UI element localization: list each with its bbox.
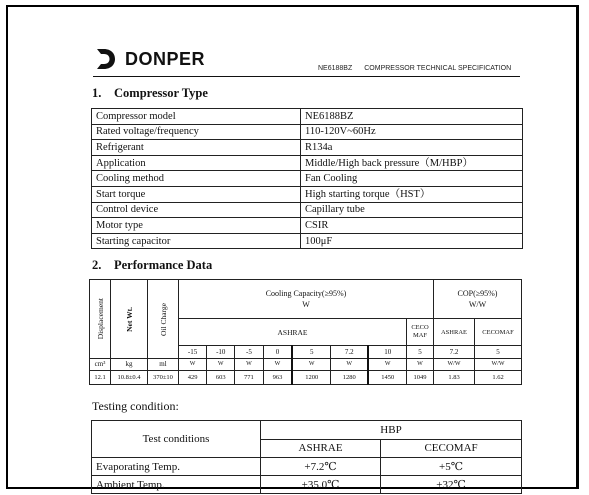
cop-cecomaf-header: CECOMAF (475, 319, 522, 346)
spec-key: Rated voltage/frequency (92, 124, 301, 140)
spec-key: Cooling method (92, 171, 301, 187)
testing-condition-heading: Testing condition: (92, 399, 179, 413)
perf-temp-cell: 5 (475, 346, 522, 359)
perf-temp-cell: 0 (263, 346, 292, 359)
spec-key: Refrigerant (92, 140, 301, 156)
spec-row (92, 218, 523, 234)
condition-value: +32℃ (381, 476, 522, 494)
spec-value: 110-120V~60Hz (301, 124, 523, 140)
perf-unit-cell: W/W (475, 359, 522, 371)
perf-value-cell: 10.8±0.4 (111, 371, 148, 385)
perf-value-cell: 429 (179, 371, 207, 385)
condition-value: +35.0℃ (261, 476, 381, 494)
perf-unit-cell: kg (111, 359, 148, 371)
perf-value-cell: 603 (207, 371, 235, 385)
spec-row (92, 124, 523, 140)
section-2-number: 2. (92, 258, 102, 272)
section-2-title: Performance Data (114, 258, 213, 272)
perf-temp-cell: -15 (179, 346, 207, 359)
performance-table (89, 279, 522, 385)
cop-ashrae-header: ASHRAE (434, 319, 475, 346)
doc-title: COMPRESSOR TECHNICAL SPECIFICATION (364, 65, 512, 72)
spec-key: Compressor model (92, 109, 301, 125)
perf-temp-cell: 10 (368, 346, 406, 359)
displacement-header: Displacement (90, 280, 111, 359)
perf-value-cell: 1280 (330, 371, 368, 385)
oil-charge-header: Oil Charge (148, 280, 179, 359)
perf-unit-cell: W/W (434, 359, 475, 371)
spec-value: Middle/High back pressure（M/HBP） (301, 155, 523, 171)
spec-value: Fan Cooling (301, 171, 523, 187)
spec-row (92, 140, 523, 156)
spec-key: Starting capacitor (92, 233, 301, 249)
perf-unit-cell: W (263, 359, 292, 371)
cond-header-row-1 (92, 421, 522, 440)
perf-unit-cell: W (179, 359, 207, 371)
header-divider (93, 76, 520, 77)
spec-key: Start torque (92, 186, 301, 202)
section-2-heading (92, 258, 212, 273)
perf-value-cell: 1.62 (475, 371, 522, 385)
condition-label: Ambient Temp. (92, 476, 261, 494)
perf-unit-cell: W (407, 359, 434, 371)
test-conditions-header: Test conditions (92, 421, 261, 458)
condition-row (92, 458, 522, 476)
perf-temp-cell: 7.2 (434, 346, 475, 359)
perf-unit-cell: W (292, 359, 330, 371)
section-1-heading (92, 86, 208, 101)
ashrae-column-header: ASHRAE (261, 439, 381, 458)
brand-logo (93, 47, 205, 71)
perf-value-cell: 771 (235, 371, 263, 385)
spec-row (92, 186, 523, 202)
condition-value: +7.2℃ (261, 458, 381, 476)
perf-unit-cell: ml (148, 359, 179, 371)
brand-name: DONPER (125, 48, 206, 69)
spec-value: 100μF (301, 233, 523, 249)
condition-value: +5℃ (381, 458, 522, 476)
condition-label: Evaporating Temp. (92, 458, 261, 476)
spec-value: Capillary tube (301, 202, 523, 218)
perf-temp-cell: 5 (407, 346, 434, 359)
perf-value-cell: 1200 (292, 371, 330, 385)
spec-key: Application (92, 155, 301, 171)
perf-value-cell: 963 (263, 371, 292, 385)
perf-unit-cell: W (235, 359, 263, 371)
perf-unit-cell: W (207, 359, 235, 371)
spec-row (92, 233, 523, 249)
spec-row (92, 109, 523, 125)
perf-temp-cell: -10 (207, 346, 235, 359)
spec-key: Motor type (92, 218, 301, 234)
perf-temp-cell: 7.2 (330, 346, 368, 359)
perf-value-cell: 12.1 (90, 371, 111, 385)
perf-values-row (90, 371, 522, 385)
spec-row (92, 202, 523, 218)
perf-unit-cell: W (368, 359, 406, 371)
cecomaf-cooling-header: CECO MAF (407, 319, 434, 346)
perf-value-cell: 1049 (407, 371, 434, 385)
perf-temp-cell: 5 (292, 346, 330, 359)
perf-unit-cell: cm³ (90, 359, 111, 371)
perf-value-cell: 1450 (368, 371, 406, 385)
perf-header-row-1 (90, 280, 522, 319)
hbp-header: HBP (261, 421, 522, 440)
net-weight-header: Net Wt. (111, 280, 148, 359)
testing-condition-table (91, 420, 522, 494)
cooling-capacity-header: Cooling Capacity(≥95%) W (179, 280, 434, 319)
spec-value: R134a (301, 140, 523, 156)
cecomaf-column-header: CECOMAF (381, 439, 522, 458)
spec-value: CSIR (301, 218, 523, 234)
spec-value: High starting torque（HST） (301, 186, 523, 202)
model-reference: NE6188BZ (318, 65, 353, 72)
perf-temp-cell: -5 (235, 346, 263, 359)
cop-header: COP(≥95%) W/W (434, 280, 522, 319)
section-1-title: Compressor Type (114, 86, 208, 100)
compressor-type-table (91, 108, 523, 249)
spec-row (92, 171, 523, 187)
condition-row (92, 476, 522, 494)
ashrae-cooling-header: ASHRAE (179, 319, 407, 346)
spec-row (92, 155, 523, 171)
perf-value-cell: 370±10 (148, 371, 179, 385)
spec-value: NE6188BZ (301, 109, 523, 125)
donper-logo-icon (93, 47, 117, 71)
perf-unit-row (90, 359, 522, 371)
perf-value-cell: 1.83 (434, 371, 475, 385)
section-1-number: 1. (92, 86, 102, 100)
spec-key: Control device (92, 202, 301, 218)
doc-reference (318, 65, 511, 72)
perf-unit-cell: W (330, 359, 368, 371)
